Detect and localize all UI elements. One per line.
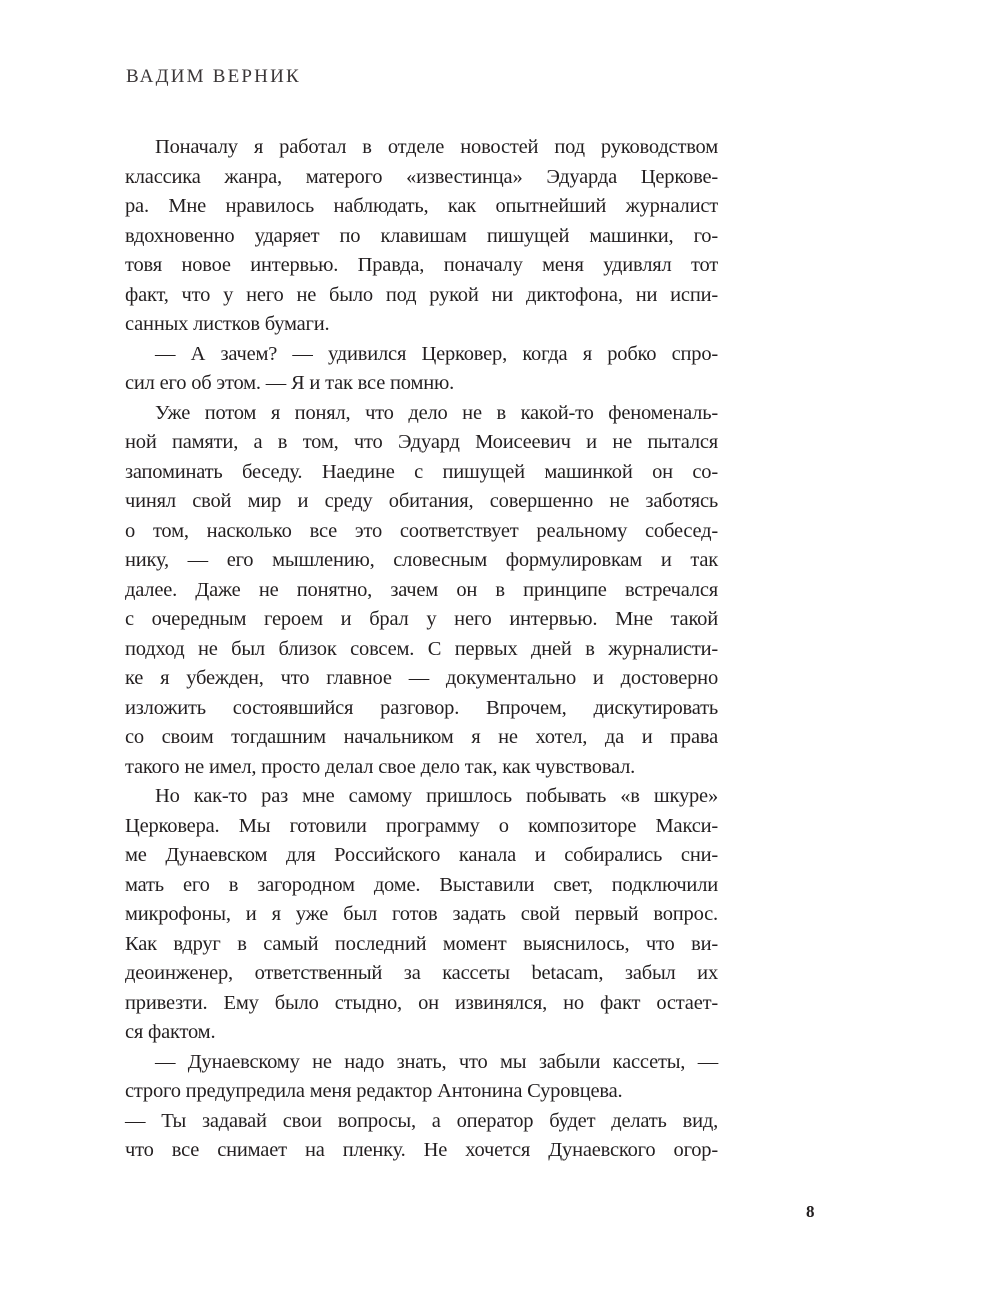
text-line: — Ты задавай свои вопросы, а оператор будет делать вид, — [125, 1109, 718, 1132]
text-line: далее. Даже не понятно, зачем он в принципе встречался — [125, 578, 718, 601]
text-line: мать его в загородном доме. Выставили свет, подключили — [125, 873, 718, 896]
text-line: ке я убежден, что главное — документально и достоверно — [125, 667, 718, 689]
text-line: такого не имел, просто делал свое дело так, как чувствовал. — [125, 755, 636, 778]
page-number: 8 — [806, 1202, 815, 1221]
text-line: ме Дунаевском для Российского канала и собирались сни- — [125, 844, 718, 866]
text-line: подход не был близок совсем. С первых дней в журналисти- — [125, 637, 718, 660]
paragraph — [125, 340, 718, 399]
text-line: строго предупредила меня редактор Антонина Суровцева. — [125, 1080, 623, 1102]
text-line: классика жанра, матерого «известинца» Эдуарда Церкове- — [125, 165, 718, 188]
text-line: вдохновенно ударяет по клавишам пишущей машинки, го- — [125, 224, 718, 247]
running-head: ВАДИМ ВЕРНИК — [126, 66, 301, 87]
text-line: Уже потом я понял, что дело не в какой-то феноменаль- — [155, 401, 718, 424]
text-line: санных листков бумаги. — [125, 313, 330, 335]
text-line: Церковера. Мы готовили программу о композиторе Макси- — [125, 814, 718, 837]
text-line: Как вдруг в самый последний момент выяснилось, что ви- — [125, 932, 718, 955]
text-line: — Дунаевскому не надо знать, что мы забыли кассеты, — — [155, 1050, 718, 1073]
text-line: факт, что у него не было под рукой ни диктофона, ни испи- — [125, 283, 718, 306]
text-line: сил его об этом. — Я и так все помню. — [125, 372, 455, 394]
text-line: деоинженер, ответственный за кассеты betacam, забыл их — [125, 962, 718, 984]
text-line: со своим тогдашним начальником я не хотел, да и права — [125, 726, 718, 748]
text-line: микрофоны, и я уже был готов задать свой первый вопрос. — [125, 903, 718, 925]
text-line: нику, — его мышлению, словесным формулировкам и так — [125, 549, 718, 571]
text-line: — А зачем? — удивился Церковер, когда я робко спро- — [155, 342, 718, 365]
text-line: что все снимает на пленку. Не хочется Дунаевского огор- — [125, 1139, 718, 1161]
text-line: Поначалу я работал в отделе новостей под руководством — [155, 136, 718, 158]
text-line: товя новое интервью. Правда, поначалу меня удивлял тот — [125, 254, 718, 276]
text-line: привезти. Ему было стыдно, он извинялся, но факт остает- — [125, 991, 718, 1014]
text-line: запоминать беседу. Наедине с пишущей машинкой он со- — [125, 460, 718, 483]
text-line: Но как-то раз мне самому пришлось побывать «в шкуре» — [155, 785, 718, 807]
text-line: о том, насколько все это соответствует реальному собесед- — [125, 519, 718, 542]
text-line: ной памяти, а в том, что Эдуард Моисеевич и не пытался — [125, 431, 718, 453]
paragraph — [125, 1048, 718, 1166]
paragraph — [125, 133, 718, 340]
text-line: изложить состоявшийся разговор. Впрочем, дискутировать — [125, 696, 718, 719]
paragraph — [125, 782, 718, 1048]
text-line: ра. Мне нравилось наблюдать, как опытнейший журналист — [125, 195, 718, 217]
text-line: чинял свой мир и среду обитания, совершенно не заботясь — [125, 490, 718, 512]
text-line: с очередным героем и брал у него интервью. Мне такой — [125, 608, 718, 630]
text-line: ся фактом. — [125, 1021, 216, 1043]
body-text — [125, 133, 718, 1166]
paragraph — [125, 399, 718, 783]
